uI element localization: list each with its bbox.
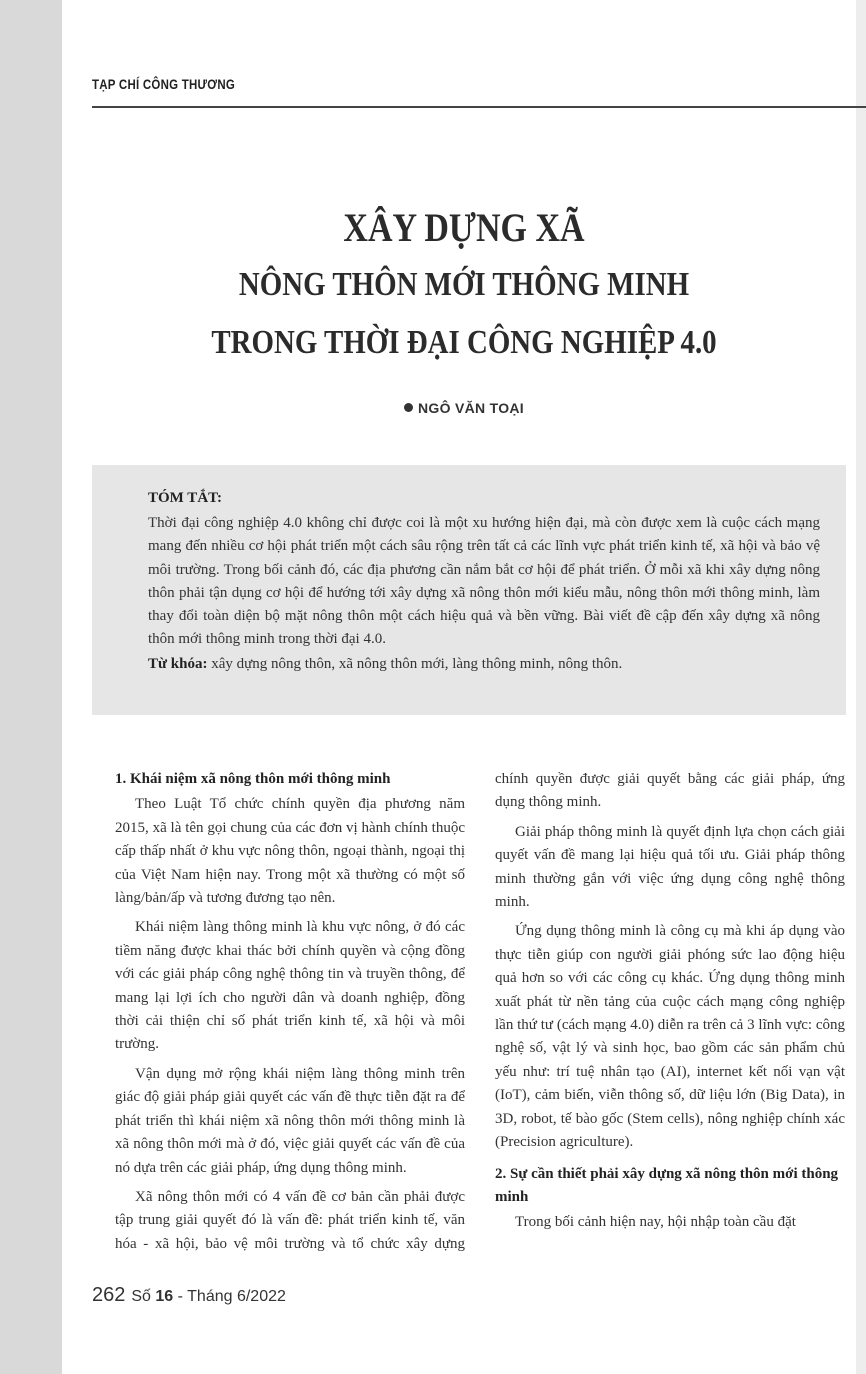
abstract-text: Thời đại công nghiệp 4.0 không chỉ được coi là một xu hướng hiện đại, mà còn được xem là cuộc cách mạng mang đến nhiều cơ hội phát triển một cách sâu rộng trên tất cả các lĩnh vực phát triển kinh tế, xã hội và bảo vệ môi trường. Trong bối cảnh đó, các địa phương cần nắm bắt cơ hội để phát triển. Ở mỗi xã khi xây dựng nông thôn phải tận dụng cơ hội để hướng tới xây dựng xã nông thôn mới kiểu mẫu, nông thôn mới thông minh, làm thay đổi toàn diện bộ mặt nông thôn một cách hiệu quả và bền vững. Bài viết đề cập đến xây dựng xã nông thôn mới thông minh trong thời đại 4.0. <box>148 515 820 648</box>
left-margin-strip <box>0 0 62 1374</box>
page-number: 262 <box>92 1284 126 1306</box>
section-2-heading: 2. Sự cần thiết phải xây dựng xã nông thôn mới thông minh <box>495 1165 839 1205</box>
paragraph: Trong bối cảnh hiện nay, hội nhập toàn cầu đặt <box>515 1214 796 1231</box>
keywords-text: xây dựng nông thôn, xã nông thôn mới, làng thông minh, nông thôn. <box>211 656 623 673</box>
paragraph: Xã nông thôn mới có 4 vấn đề cơ bản cần phải được tập trung giải quyết đó là vấn đề: phát triển kinh tế, văn hóa - xã hội, bảo vệ môi trường và tổ chức xây dựng chính quyền được giải quyết bằng các giải pháp, ứng dụng thông minh. <box>115 771 845 1252</box>
issue-label: Số <box>131 1288 151 1305</box>
page-footer <box>92 1284 286 1307</box>
title-line-2: NÔNG THÔN MỚI THÔNG MINH <box>238 266 690 303</box>
paragraph: Giải pháp thông minh là quyết định lựa chọn cách giải quyết vấn đề mang lại hiệu quả tối ưu. Giải pháp thông minh thường gắn với việc ứng dụng công nghệ thông minh. <box>495 823 845 911</box>
author-byline <box>62 400 866 416</box>
section-1-heading: 1. Khái niệm xã nông thôn mới thông minh <box>115 771 391 787</box>
paragraph: Theo Luật Tổ chức chính quyền địa phương năm 2015, xã là tên gọi chung của các đơn vị hành chính thuộc cấp thấp nhất ở khu vực nông thôn, ngoại thành, ngoại thị của Việt Nam hiện nay. Trong một xã thường có một số làng/bản/ấp và tương đương tạo nên. <box>115 796 465 907</box>
bullet-icon <box>404 403 413 412</box>
issue-info <box>131 1288 286 1305</box>
article-body <box>115 768 845 1283</box>
paragraph: Khái niệm làng thông minh là khu vực nông, ở đó các tiềm năng được khai thác bởi chính quyền và cộng đồng với các giải pháp công nghệ thông tin và truyền thông, để mang lại lợi ích cho người dân và doanh nghiệp, đồng thời cải thiện chỉ số phát triển kinh tế, xã hội và môi trường. <box>115 919 465 1053</box>
article-title <box>62 200 866 372</box>
author-name: NGÔ VĂN TOẠI <box>417 400 525 416</box>
issue-number: 16 <box>155 1288 174 1305</box>
keywords <box>148 653 820 676</box>
keywords-label: Từ khóa: <box>148 656 208 673</box>
issue-date: - Tháng 6/2022 <box>177 1288 286 1305</box>
title-line-1: XÂY DỰNG XÃ <box>343 205 585 250</box>
title-line-3: TRONG THỜI ĐẠI CÔNG NGHIỆP 4.0 <box>211 324 717 361</box>
paragraph: Vận dụng mở rộng khái niệm làng thông minh trên giác độ giải pháp giải quyết các vấn đề thực tiễn đặt ra để phát triển thì khái niệm xã nông thôn mới thông minh là xã nông thôn mới mà ở đó, việc giải quyết các vấn đề của nó dựa trên các giải pháp, ứng dụng thông minh. <box>115 1065 465 1176</box>
abstract-heading: TÓM TẮT: <box>148 490 223 506</box>
journal-name: TẠP CHÍ CÔNG THƯƠNG <box>92 76 236 92</box>
header-rule <box>92 106 866 108</box>
paragraph: Ứng dụng thông minh là công cụ mà khi áp dụng vào thực tiễn giúp con người giải phóng sức lao động hiệu quả hơn so với các công cụ khác. Ứng dụng thông minh xuất phát từ nền tảng của cuộc cách mạng công nghiệp lần thứ tư (cách mạng 4.0) diễn ra trên cả 3 lĩnh vực: công nghệ số, vật lý và sinh học, bao gồm các sản phẩm chủ yếu như: trí tuệ nhân tạo (AI), internet kết nối vạn vật (IoT), cảm biến, viễn thông số, dữ liệu lớn (Big Data), in 3D, robot, tế bào gốc (Stem cells), nông nghiệp chính xác (Precision agriculture). <box>495 923 845 1151</box>
abstract-box <box>92 465 846 715</box>
